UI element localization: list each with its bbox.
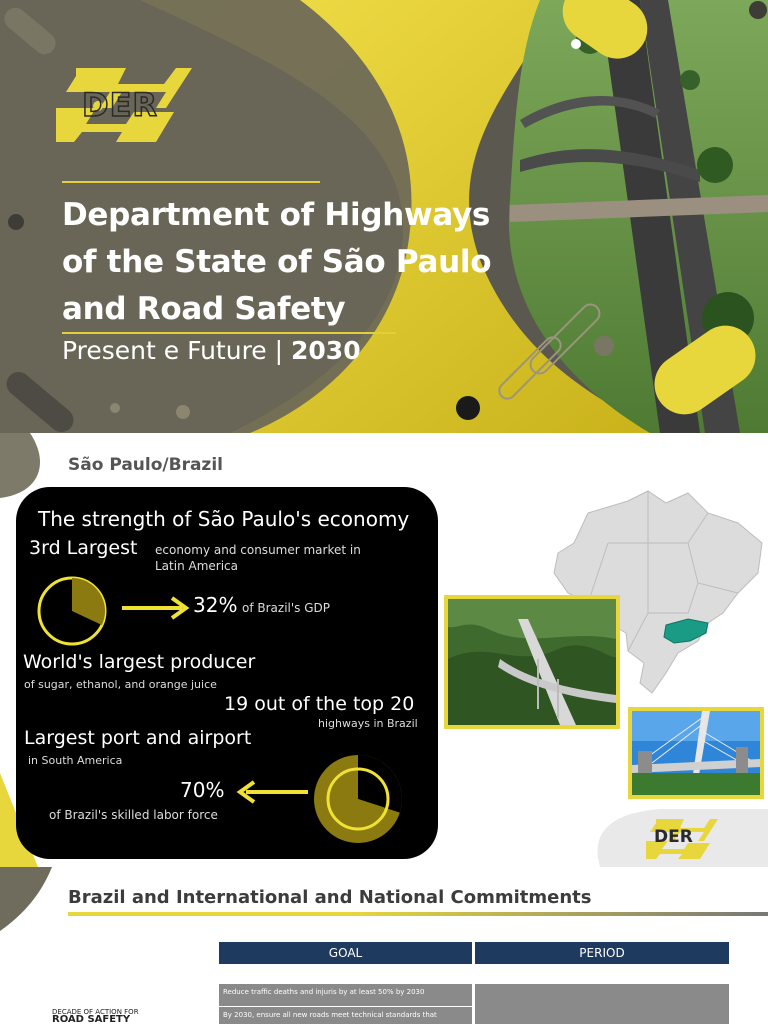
rank-desc-2: Latin America bbox=[155, 559, 238, 573]
slide3-decor bbox=[0, 867, 60, 937]
gdp-desc: of Brazil's GDP bbox=[242, 601, 331, 615]
arrow-right-icon bbox=[120, 595, 192, 621]
commitments-title-bar bbox=[68, 912, 768, 916]
der-logo-small-text: DER bbox=[654, 827, 693, 847]
producer-desc: of sugar, ethanol, and orange juice bbox=[24, 678, 217, 691]
gdp-share-slice bbox=[72, 578, 105, 625]
cover-title-line-1: Department of Highways bbox=[62, 197, 491, 233]
der-logo bbox=[56, 68, 192, 142]
col-header-goal: GOAL bbox=[219, 942, 472, 964]
highways-text: 19 out of the top 20 bbox=[224, 693, 415, 715]
labor-pct: 70% bbox=[180, 778, 225, 802]
col-header-period: PERIOD bbox=[475, 942, 729, 964]
labor-desc: of Brazil's skilled labor force bbox=[49, 808, 218, 822]
decade-line-1: DECADE OF ACTION FOR bbox=[52, 1008, 139, 1016]
slide2-heading: São Paulo/Brazil bbox=[68, 455, 223, 475]
rank-text: 3rd Largest bbox=[29, 537, 138, 559]
gdp-share-pie bbox=[34, 573, 110, 649]
producer-text: World's largest producer bbox=[23, 651, 256, 673]
period-cell bbox=[475, 984, 729, 1024]
panel-title: The strength of São Paulo's economy bbox=[38, 507, 410, 531]
decade-line-2: ROAD SAFETY bbox=[52, 1014, 131, 1024]
cover-title bbox=[62, 192, 512, 333]
economy-slide bbox=[0, 433, 768, 867]
cover-subtitle-year: 2030 bbox=[291, 336, 361, 365]
goal-row-2: By 2030, ensure all new roads meet technical standards that bbox=[219, 1006, 472, 1024]
arrow-left-icon bbox=[234, 779, 310, 805]
economy-panel bbox=[16, 487, 438, 859]
der-logo-small bbox=[646, 819, 718, 859]
goal-row-1: Reduce traffic deaths and injuris by at least 50% by 2030 bbox=[219, 984, 472, 1006]
gdp-pct: 32% bbox=[193, 593, 238, 617]
cover-subtitle bbox=[62, 334, 361, 368]
port-text: Largest port and airport bbox=[24, 727, 252, 749]
cover-subtitle-text: Present e Future | bbox=[62, 336, 292, 365]
viaduct-photo bbox=[444, 595, 620, 729]
cover-slide bbox=[0, 0, 768, 433]
cover-title-line-3: and Road Safety bbox=[62, 291, 346, 327]
highways-desc: highways in Brazil bbox=[318, 717, 418, 730]
bridge-photo bbox=[628, 707, 764, 799]
cover-title-line-2: of the State of São Paulo bbox=[62, 244, 492, 280]
port-desc: in South America bbox=[28, 754, 123, 767]
title-rule-top bbox=[62, 181, 320, 183]
decade-of-action-logo bbox=[52, 1008, 139, 1024]
labor-share-pie bbox=[310, 751, 406, 847]
commitments-slide bbox=[0, 867, 768, 1024]
der-logo-text: DER bbox=[82, 86, 159, 124]
commitments-title: Brazil and International and National Commitments bbox=[68, 887, 592, 908]
rank-desc-1: economy and consumer market in bbox=[155, 543, 361, 557]
